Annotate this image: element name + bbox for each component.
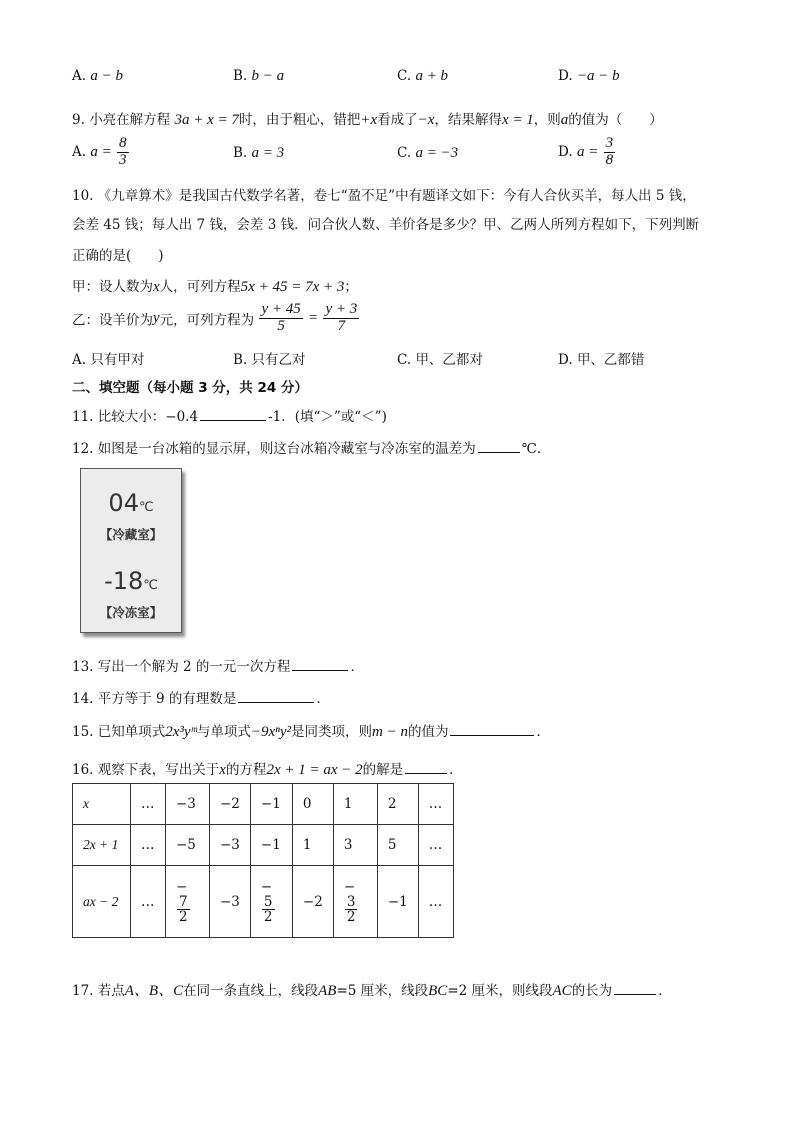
fraction: $\frac{8}{3}$ xyxy=(119,135,127,168)
fraction: $\frac{5}{2}$ xyxy=(263,893,273,925)
answer-blank[interactable] xyxy=(405,772,447,774)
answer-blank[interactable] xyxy=(614,993,656,995)
section-title: 二、填空题（每小题 3 分，共 24 分） xyxy=(72,380,308,396)
fridge-display xyxy=(80,468,182,633)
q16: 16. 观察下表，写出关于x的方程2x + 1 = ax − 2的解是 ． xyxy=(72,762,463,778)
q10-option-a[interactable]: A. 只有甲对 xyxy=(72,352,145,368)
q10-option-d[interactable]: D. 甲、乙都错 xyxy=(558,352,645,368)
fridge-top-temp: 04℃ xyxy=(108,489,154,517)
q12: 12. 如图是一台冰箱的显示屏，则这台冰箱冷藏室与冷冻室的温差为 ℃． xyxy=(72,441,551,457)
q9-option-d[interactable]: D. a = $\frac{3}{8}$ xyxy=(558,135,614,168)
q10-line2: 会差 45 钱；每人出 7 钱，会差 3 钱．问合伙人数、羊价各是多少？甲、乙两人所列方程如下，下列判断 xyxy=(72,217,700,233)
q8-option-a[interactable]: A. a − b xyxy=(72,68,123,84)
answer-blank[interactable] xyxy=(238,701,314,703)
q8-option-d[interactable]: D. −a − b xyxy=(558,68,620,84)
fraction: $\frac{y + 45}{5}$ xyxy=(261,301,301,334)
table-row: ax − 2 … − $\frac{7}{2}$ −3 − $\frac{5}{2}$ −2 − $\frac{3}{2}$ −1 … xyxy=(73,866,454,938)
answer-blank[interactable] xyxy=(450,734,534,736)
q13: 13. 写出一个解为 2 的一元一次方程 ． xyxy=(72,659,364,675)
fraction: $\frac{3}{2}$ xyxy=(346,893,356,925)
q9-option-a[interactable]: A. a = $\frac{8}{3}$ xyxy=(72,135,127,168)
q10-option-b[interactable]: B. 只有乙对 xyxy=(233,352,306,368)
q10-line3: 正确的是( ) xyxy=(72,248,164,264)
answer-blank[interactable] xyxy=(292,669,348,671)
fraction: $\frac{y + 3}{7}$ xyxy=(325,301,358,334)
table-row: 2x + 1 … −5 −3 −1 1 3 5 … xyxy=(73,825,454,866)
answer-blank[interactable] xyxy=(478,451,520,453)
q15: 15. 已知单项式2x³yᵐ与单项式−9xⁿy²是同类项，则m − n的值为 ． xyxy=(72,724,550,740)
q9-option-c[interactable]: C. a = −3 xyxy=(397,145,459,161)
answer-blank[interactable] xyxy=(200,419,266,421)
value-table xyxy=(72,783,454,938)
fraction-cell: − $\frac{3}{2}$ xyxy=(333,866,377,938)
table-row: x … −3 −2 −1 0 1 2 … xyxy=(73,784,454,825)
q9-stem: 9. 小亮在解方程 3a + x = 7时，由于粗心，错把+x看成了−x，结果解得x = 1，则a的值为（ ） xyxy=(72,112,663,128)
q17: 17. 若点A、B、C在同一条直线上，线段AB=5 厘米，线段BC=2 厘米，则线段AC的长为 ． xyxy=(72,983,672,999)
q10-line1: 10. 《九章算术》是我国古代数学名著，卷七“盈不足”中有题译文如下：今有人合伙买羊，每人出 5 钱， xyxy=(72,188,696,204)
q14: 14. 平方等于 9 的有理数是 ． xyxy=(72,691,330,707)
fraction: $\frac{7}{2}$ xyxy=(179,893,188,925)
q10-jia: 甲：设人数为x人，可列方程5x + 45 = 7x + 3； xyxy=(72,279,358,295)
q10-option-c[interactable]: C. 甲、乙都对 xyxy=(397,352,483,368)
fraction: $\frac{3}{8}$ xyxy=(605,135,614,168)
fridge-bottom-temp: -18℃ xyxy=(104,567,158,595)
fraction-cell: − $\frac{5}{2}$ xyxy=(250,866,292,938)
q9-option-b[interactable]: B. a = 3 xyxy=(233,145,285,161)
q11: 11. 比较大小：−0.4 -1．(填“＞”或“＜”) xyxy=(72,409,387,425)
q10-yi: 乙：设羊价为y元，可列方程为 $\frac{y + 45}{5}$ = $\frac{y + 3}{7}$ xyxy=(72,301,358,334)
fridge-top-label: 【冷藏室】 xyxy=(99,527,163,542)
q8-option-b[interactable]: B. b − a xyxy=(233,68,285,84)
fridge-bottom-label: 【冷冻室】 xyxy=(99,605,163,620)
q8-option-c[interactable]: C. a + b xyxy=(397,68,449,84)
fraction-cell: − $\frac{7}{2}$ xyxy=(166,866,210,938)
